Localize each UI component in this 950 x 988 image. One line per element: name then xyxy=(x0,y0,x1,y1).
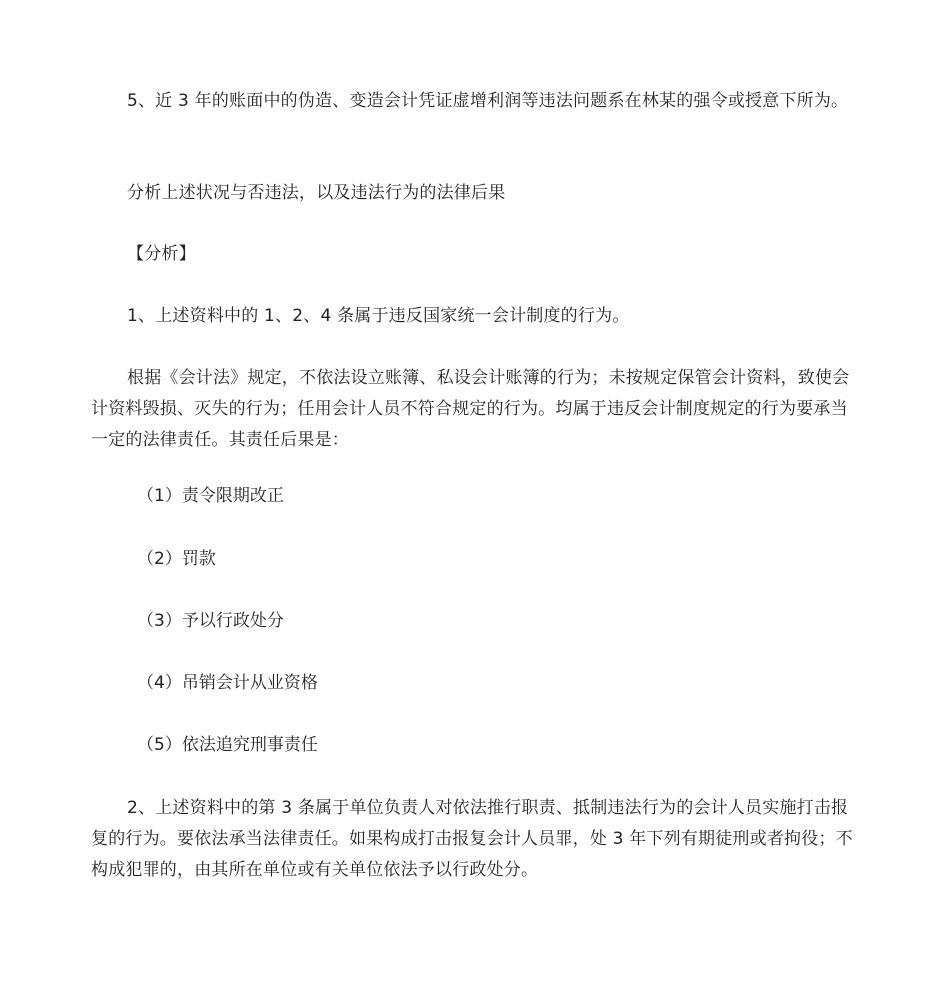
consequence-item-5: （5）依法追究刑事责任 xyxy=(137,735,318,755)
paragraph-item-5: 5、近 3 年的账面中的伪造、变造会计凭证虚增利润等违法问题系在林某的强令或授意下所为。 xyxy=(127,91,849,111)
consequence-item-4: （4）吊销会计从业资格 xyxy=(137,673,318,693)
paragraph-analysis-heading: 【分析】 xyxy=(127,244,196,264)
paragraph-analysis-2: 2、上述资料中的第 3 条属于单位负责人对依法推行职责、抵制违法行为的会计人员实施打击报复的行为。要依法承当法律责任。如果构成打击报复会计人员罪，处 3 年下列有期徒刑或者拘役；不构成犯罪的，由其所在单位或有关单位依法予以行政处分。 xyxy=(91,798,853,880)
paragraph-accounting-law: 根据《会计法》规定，不依法设立账簿、私设会计账簿的行为；未按规定保管会计资料，致使会计资料毁损、灭失的行为；任用会计人员不符合规定的行为。均属于违反会计制度规定的行为要承当一定的法律责任。其责任后果是： xyxy=(91,368,850,450)
paragraph-question: 分析上述状况与否违法，以及违法行为的法律后果 xyxy=(127,183,506,203)
consequence-item-2: （2）罚款 xyxy=(137,549,216,569)
paragraph-analysis-1: 1、上述资料中的 1、2、4 条属于违反国家统一会计制度的行为。 xyxy=(127,306,630,326)
consequence-item-1: （1）责令限期改正 xyxy=(137,486,284,506)
consequence-item-3: （3）予以行政处分 xyxy=(137,611,284,631)
